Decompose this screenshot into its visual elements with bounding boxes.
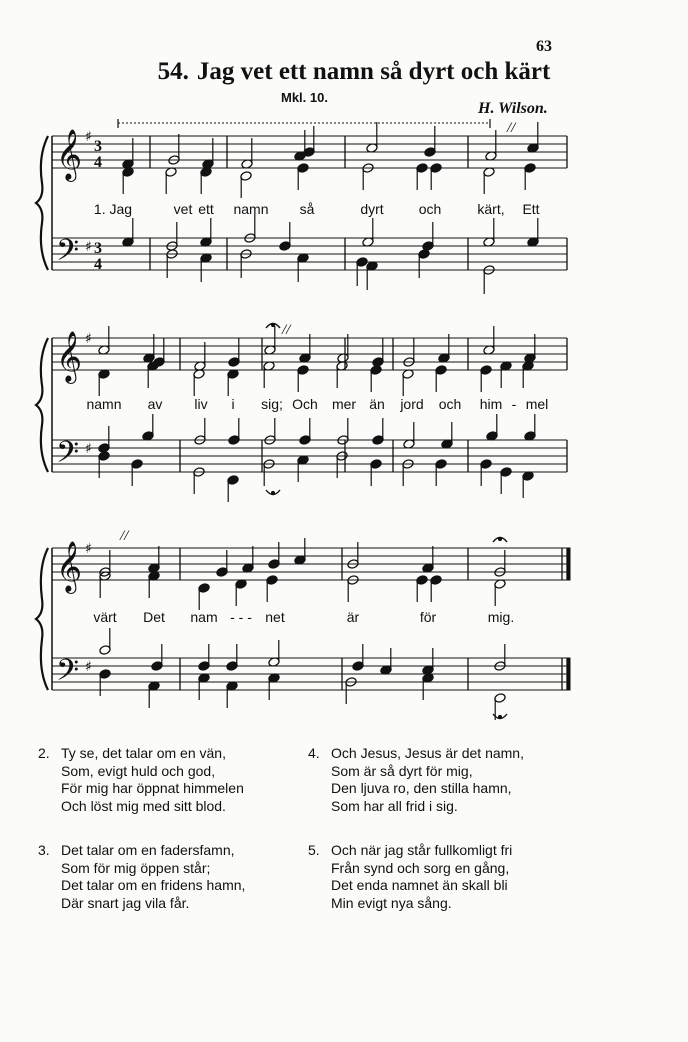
verse-line: Som för mig öppen står; — [61, 859, 211, 876]
lyric-syllable: him — [479, 396, 503, 412]
composer: H. Wilson. — [478, 100, 548, 117]
time-signature-top: 3 — [94, 138, 102, 155]
lyric-syllable: nam — [190, 609, 218, 625]
verse-line: Min evigt nya sång. — [331, 894, 452, 911]
verse-number: 3. — [38, 842, 50, 858]
verse-line: Som är så dyrt för mig, — [331, 762, 473, 779]
key-sharp: ♯ — [85, 239, 92, 255]
hymn-number: 54. — [157, 58, 189, 85]
verse-line: För mig har öppnat himmelen — [61, 780, 244, 796]
hymn-title-text: Jag vet ett namn så dyrt och kärt — [196, 58, 551, 85]
lyric-syllable: ett — [198, 201, 214, 217]
lyric-syllable: net — [265, 609, 285, 625]
verse-number: 5. — [308, 842, 320, 858]
verse-line: Där snart jag vila får. — [61, 894, 190, 911]
lyric-syllable: så — [299, 201, 315, 217]
verse-line: Det enda namnet än skall bli — [331, 877, 508, 893]
breath-mark: // — [120, 528, 129, 544]
bass-clef: 𝄢 — [56, 654, 80, 695]
key-sharp: ♯ — [85, 659, 92, 675]
lyric-syllable: och — [438, 396, 462, 412]
fermata-dot — [271, 323, 274, 326]
lyric-syllable: mel — [525, 396, 549, 412]
melody-reference: Mkl. 10. — [281, 90, 328, 105]
verse-line: Och när jag står fullkomligt fri — [331, 842, 513, 858]
lyric-syllable: i — [231, 396, 235, 412]
breath-mark: // — [282, 322, 291, 338]
lyric-syllable: mig. — [487, 609, 515, 625]
lyric-syllable: mer — [331, 396, 357, 412]
fermata-dot — [271, 491, 274, 494]
time-signature-top: 3 — [94, 240, 102, 257]
verse-5 — [308, 842, 513, 912]
lyric-syllable: kärt, — [477, 201, 505, 217]
key-sharp: ♯ — [85, 441, 92, 457]
lyric-syllable: sig; — [261, 396, 283, 412]
time-signature-bottom: 4 — [94, 154, 102, 171]
verse-4 — [308, 745, 524, 815]
fermata-dot — [498, 537, 501, 540]
lyric-syllable: - - - — [230, 609, 252, 625]
verse-line: Det talar om en fridens hamn, — [61, 877, 246, 893]
lyric-syllable: 1. Jag — [93, 201, 133, 217]
system-brace — [36, 548, 48, 690]
verse-line: Och Jesus, Jesus är det namn, — [331, 745, 524, 761]
key-sharp: ♯ — [85, 541, 92, 557]
verse-line: Från synd och sorg en gång, — [331, 859, 510, 876]
verse-number: 2. — [38, 745, 50, 761]
lyric-syllable: av — [147, 396, 163, 412]
treble-clef: 𝄞 — [56, 541, 83, 592]
final-bar — [567, 658, 570, 690]
bass-clef: 𝄢 — [56, 436, 80, 477]
lyric-syllable: Och — [292, 396, 318, 412]
verse-line: Som har all frid i sig. — [331, 797, 458, 814]
final-bar — [567, 548, 570, 580]
system-brace — [36, 338, 48, 472]
verse-line: Den ljuva ro, den stilla hamn, — [331, 780, 512, 796]
lyric-syllable: vet — [173, 201, 193, 217]
lyric-syllable: Det — [143, 609, 165, 625]
lyric-syllable: jord — [400, 396, 424, 412]
key-sharp: ♯ — [85, 331, 92, 347]
lyric-syllable: för — [419, 609, 437, 625]
lyric-syllable: än — [369, 396, 385, 412]
system-brace — [36, 136, 48, 270]
treble-clef: 𝄞 — [56, 129, 83, 180]
fermata-dot — [498, 715, 501, 718]
verse-number: 4. — [308, 745, 320, 761]
verse-3 — [38, 842, 246, 912]
bass-clef: 𝄢 — [56, 234, 80, 275]
verse-line: Ty se, det talar om en vän, — [61, 745, 226, 761]
lyric-syllable: namn — [86, 396, 122, 412]
verse-line: Det talar om en fadersfamn, — [61, 842, 235, 858]
page-number: 63 — [536, 38, 552, 55]
time-signature-bottom: 4 — [94, 256, 102, 273]
lyric-syllable: och — [418, 201, 442, 217]
key-sharp: ♯ — [85, 129, 92, 145]
lyric-syllable: värt — [93, 609, 117, 625]
lyric-syllable: dyrt — [360, 201, 384, 217]
lyric-syllable: liv — [194, 396, 208, 412]
treble-clef: 𝄞 — [56, 331, 83, 382]
lyric-syllable: namn — [233, 201, 269, 217]
lyric-syllable: Ett — [522, 201, 540, 217]
verse-2 — [38, 745, 244, 815]
lyric-syllable: - — [511, 396, 517, 412]
verse-line: Som, evigt huld och god, — [61, 762, 216, 779]
verse-line: Och löst mig med sitt blod. — [61, 797, 226, 814]
breath-mark: // — [507, 120, 516, 136]
lyric-syllable: är — [346, 609, 360, 625]
